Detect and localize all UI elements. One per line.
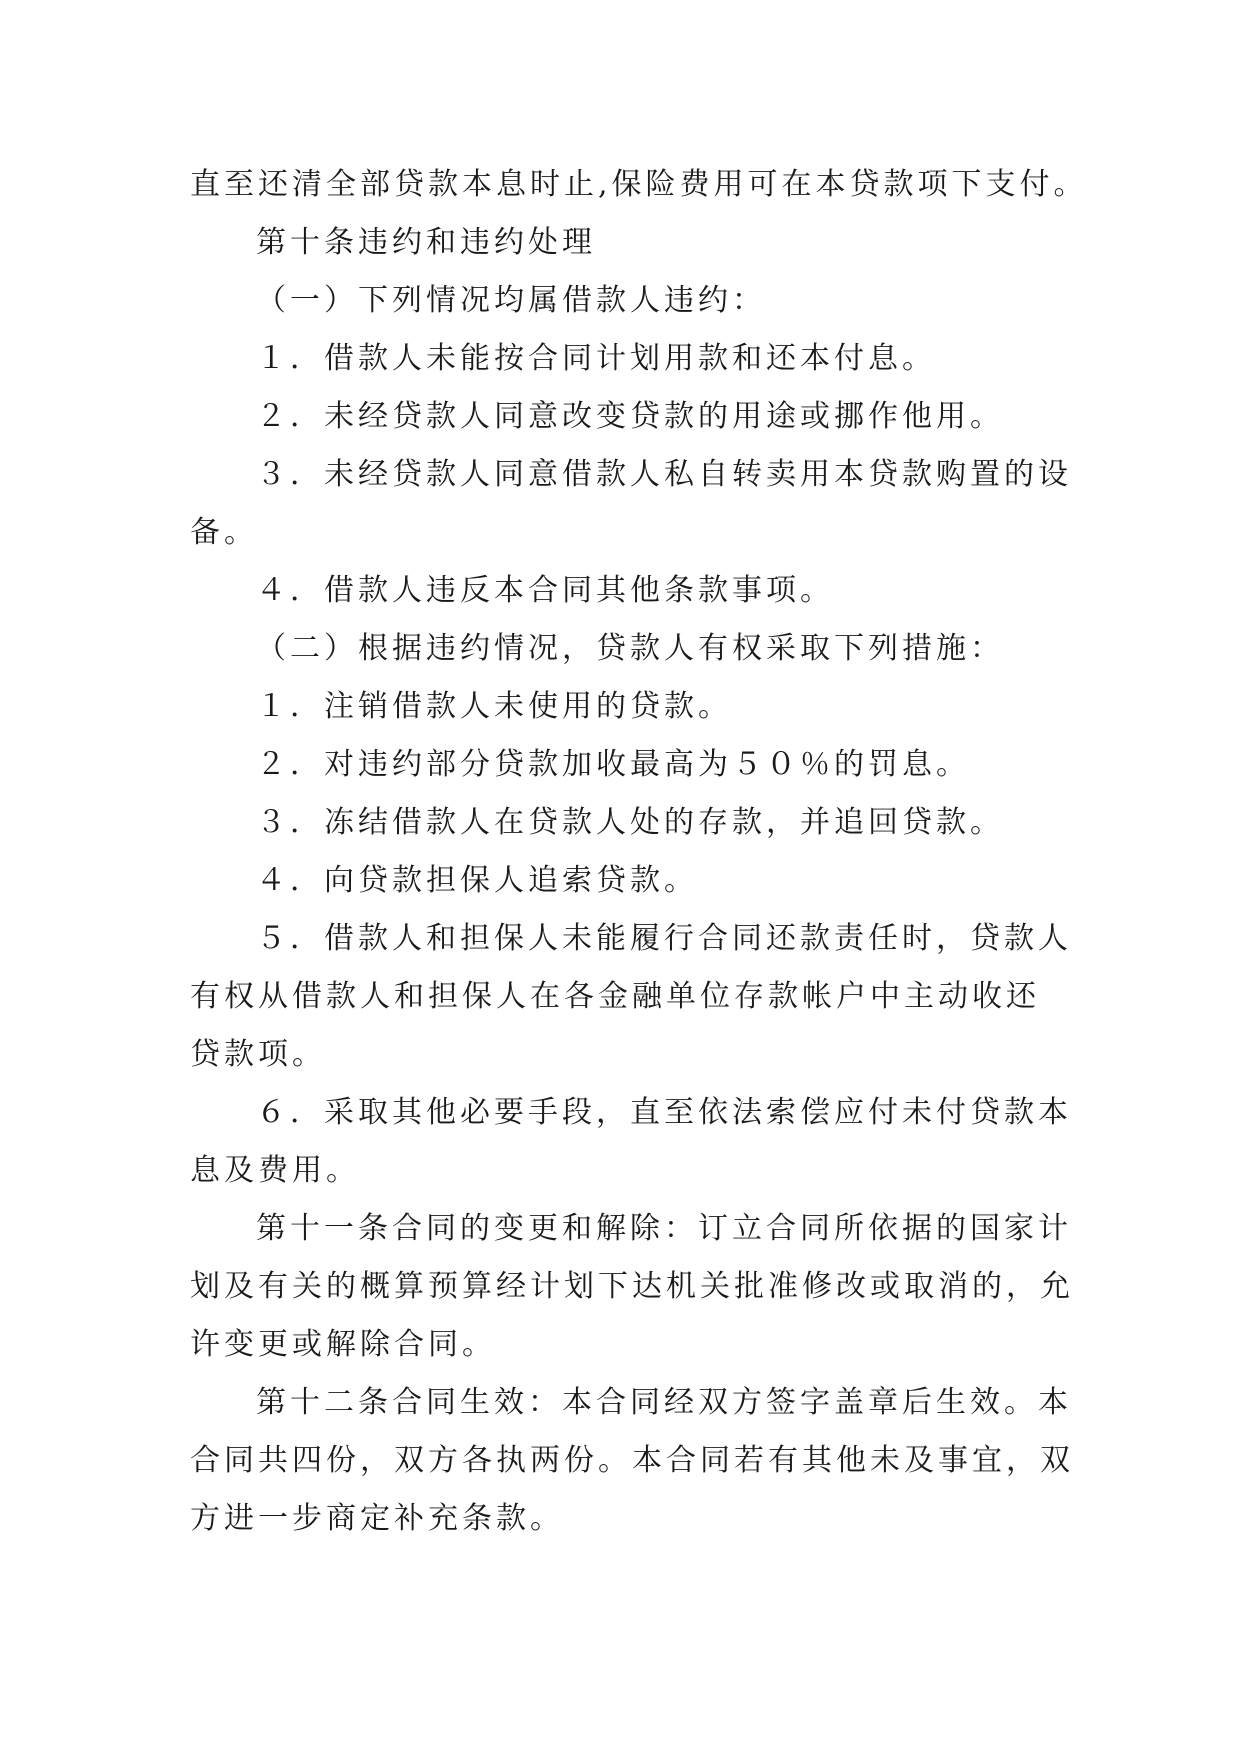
- paragraph-line: 息及费用。: [190, 1153, 360, 1188]
- paragraph-line: ５．借款人和担保人未能履行合同还款责任时，贷款人: [256, 921, 1072, 956]
- paragraph-line: 合同共四份，双方各执两份。本合同若有其他未及事宜，双: [190, 1443, 1074, 1478]
- paragraph-line: ３．冻结借款人在贷款人处的存款，并追回贷款。: [256, 805, 1004, 840]
- paragraph-line: 第十二条合同生效：本合同经双方签字盖章后生效。本: [256, 1385, 1072, 1420]
- paragraph-line: （一）下列情况均属借款人违约：: [256, 283, 766, 318]
- paragraph-line: １．借款人未能按合同计划用款和还本付息。: [256, 341, 936, 376]
- paragraph-line: 许变更或解除合同。: [190, 1327, 496, 1362]
- paragraph-line: ２．对违约部分贷款加收最高为５０％的罚息。: [256, 747, 970, 782]
- paragraph-line: １．注销借款人未使用的贷款。: [256, 689, 732, 724]
- paragraph-line: ６．采取其他必要手段，直至依法索偿应付未付贷款本: [256, 1095, 1072, 1130]
- paragraph-line: 有权从借款人和担保人在各金融单位存款帐户中主动收还: [190, 979, 1040, 1014]
- paragraph-line: 贷款项。: [190, 1037, 326, 1072]
- paragraph-line: ４．向贷款担保人追索贷款。: [256, 863, 698, 898]
- paragraph-line: 划及有关的概算预算经计划下达机关批准修改或取消的，允: [190, 1269, 1074, 1304]
- paragraph-line: ３．未经贷款人同意借款人私自转卖用本贷款购置的设: [256, 457, 1072, 492]
- paragraph-line: 第十条违约和违约处理: [256, 225, 596, 260]
- paragraph-line: （二）根据违约情况，贷款人有权采取下列措施：: [256, 631, 1004, 666]
- paragraph-line: ２．未经贷款人同意改变贷款的用途或挪作他用。: [256, 399, 1004, 434]
- paragraph-line: 第十一条合同的变更和解除：订立合同所依据的国家计: [256, 1211, 1072, 1246]
- paragraph-line: 直至还清全部贷款本息时止,保险费用可在本贷款项下支付。: [190, 167, 1088, 202]
- paragraph-line: ４．借款人违反本合同其他条款事项。: [256, 573, 834, 608]
- document-body: [190, 156, 1090, 1548]
- paragraph-line: 方进一步商定补充条款。: [190, 1501, 564, 1536]
- paragraph-line: 备。: [190, 515, 258, 550]
